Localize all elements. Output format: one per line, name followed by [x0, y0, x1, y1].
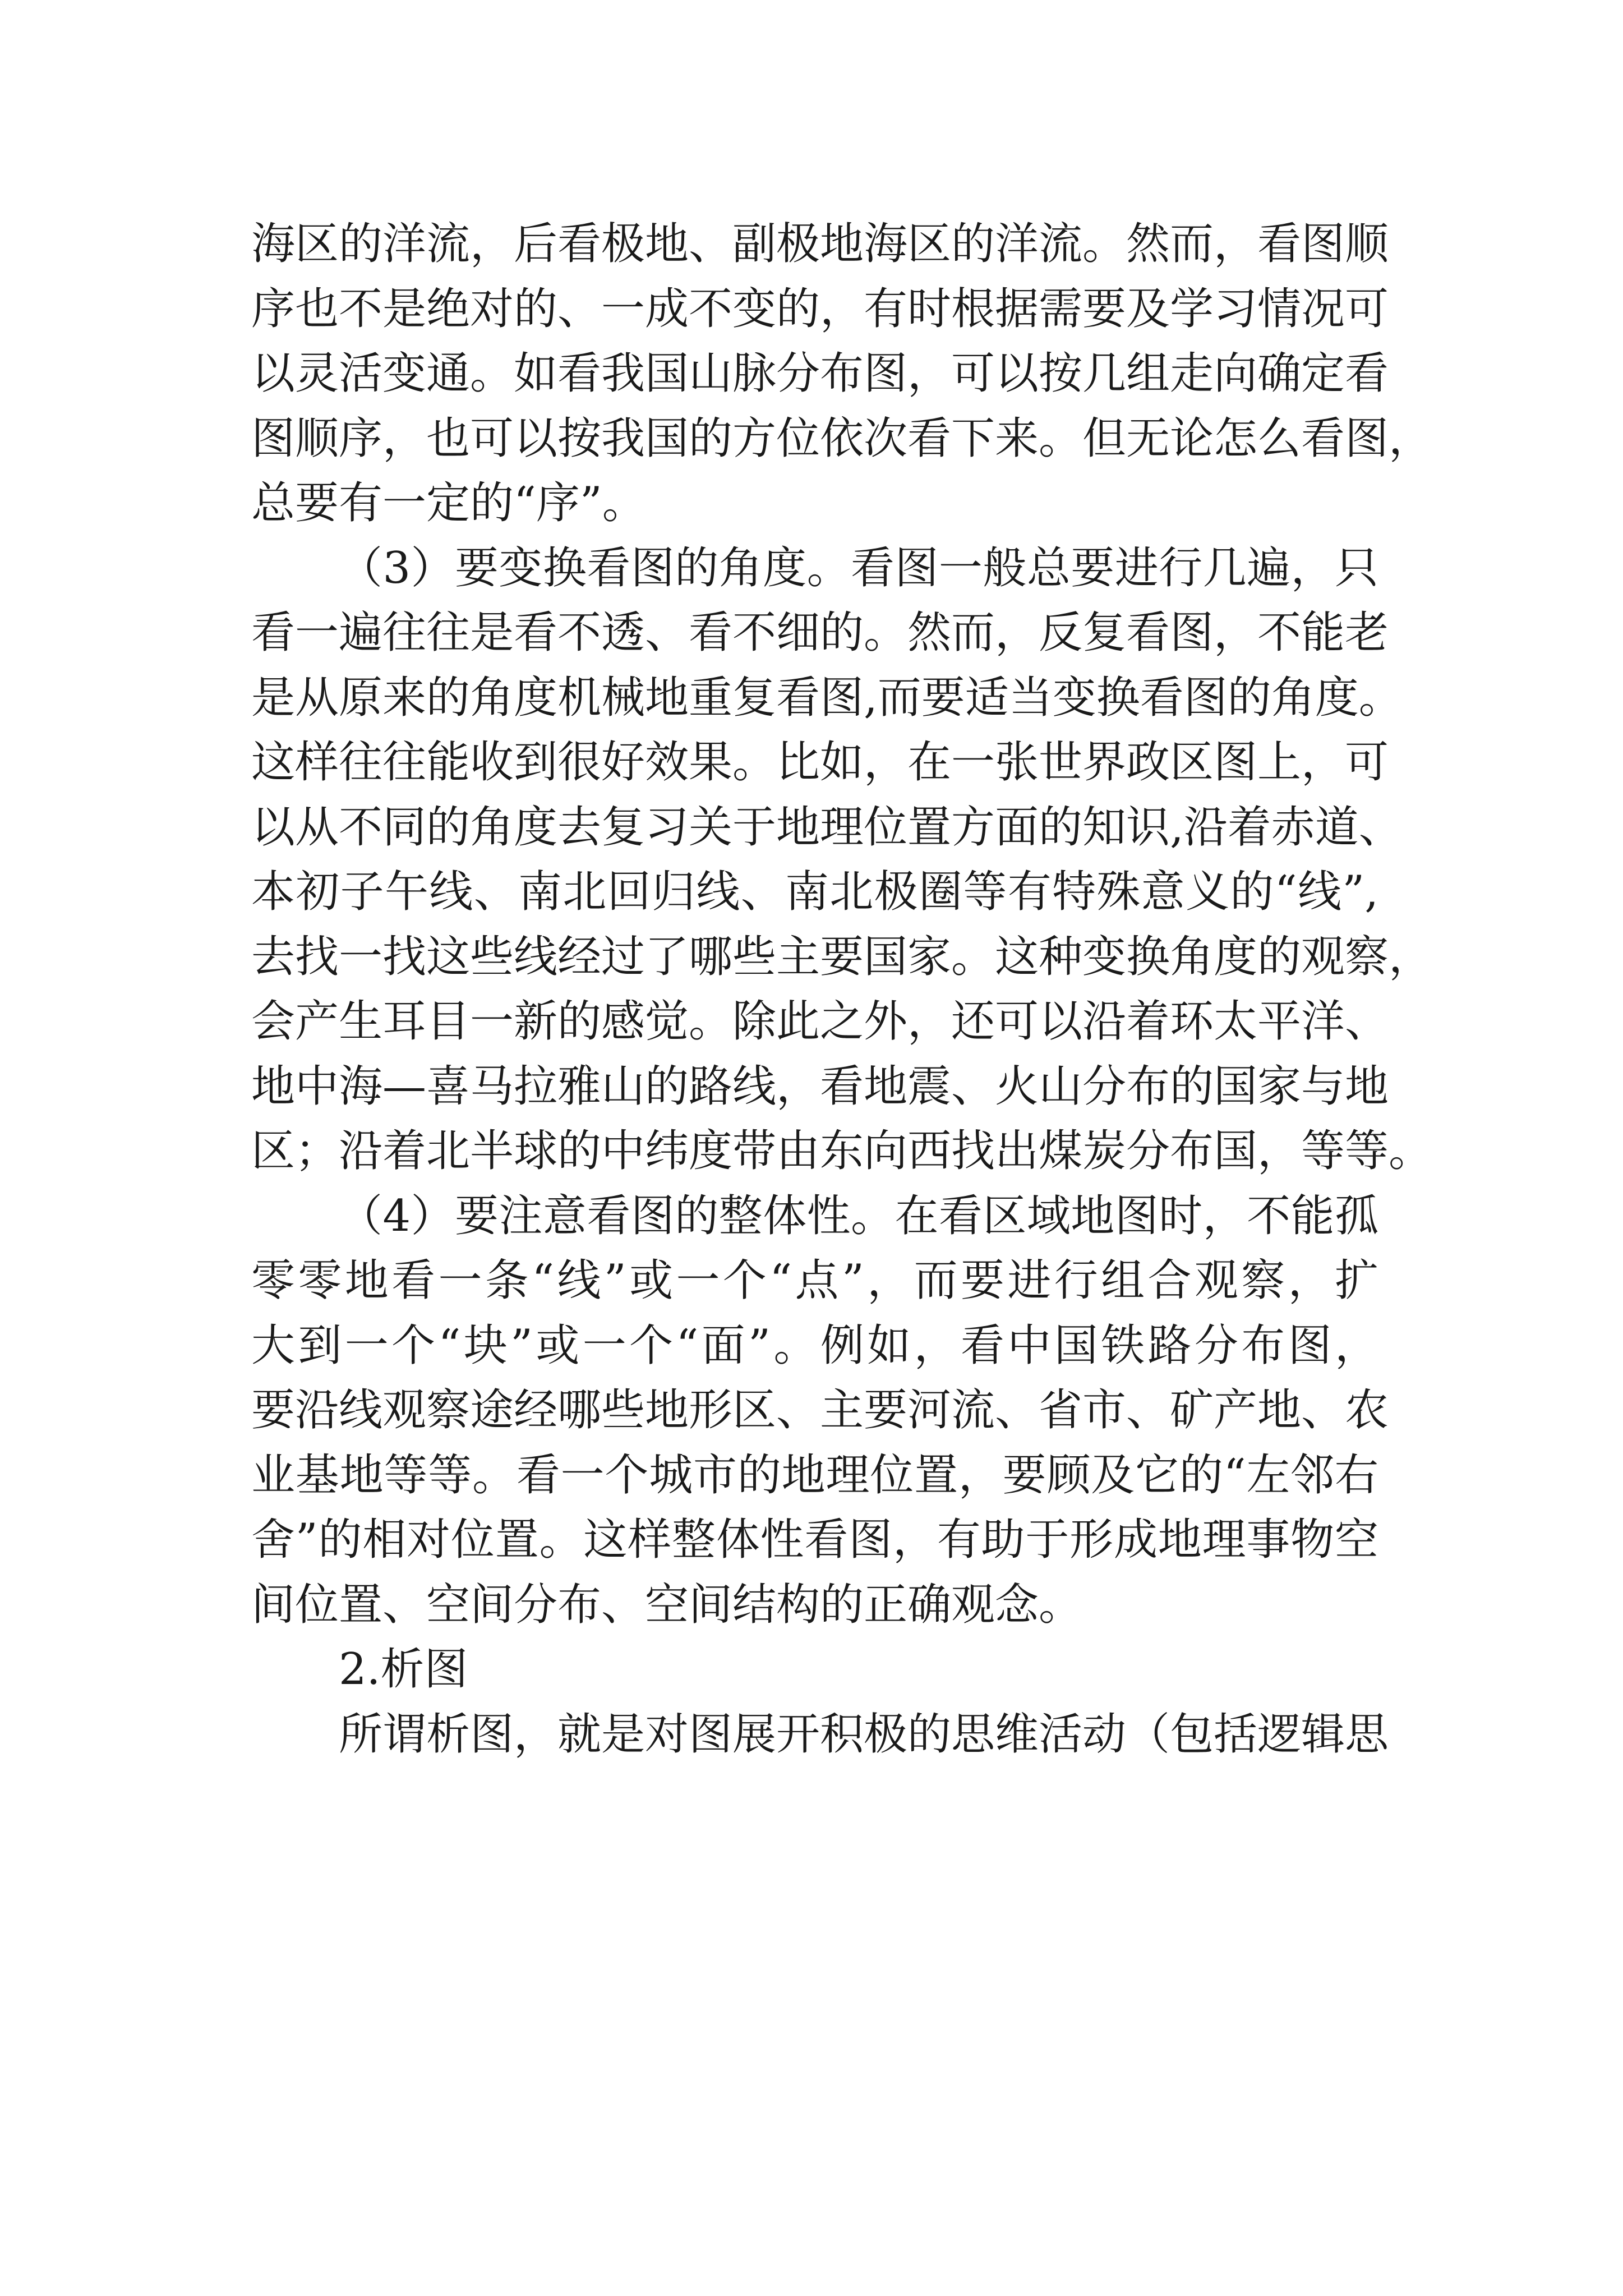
text-line: 以从不同的角度去复习关于地理位置方面的知识,沿着赤道、: [251, 802, 1403, 853]
text-line: 以灵活变通。如看我国山脉分布图，可以按几组走向确定看: [251, 348, 1389, 399]
text-line: 零零地看一条“线”或一个“点”，而要进行组合观察，扩: [251, 1255, 1378, 1306]
paragraph-first-line: （3）要变换看图的角度。看图一般总要进行几遍，只: [339, 542, 1378, 593]
text-line: 区；沿着北半球的中纬度带由东向西找出煤炭分布国，等等。: [251, 1126, 1433, 1176]
text-line: 间位置、空间分布、空间结构的正确观念。: [251, 1579, 1083, 1630]
text-line: 舍”的相对位置。这样整体性看图，有助于形成地理事物空: [251, 1515, 1378, 1565]
text-line: 要沿线观察途经哪些地形区、主要河流、省市、矿产地、农: [251, 1385, 1389, 1435]
text-line: 本初子午线、南北回归线、南北极圈等有特殊意义的“线”,: [251, 867, 1378, 917]
text-line: 大到一个“块”或一个“面”。例如，看中国铁路分布图，: [251, 1320, 1378, 1371]
text-line: 是从原来的角度机械地重复看图,而要适当变换看图的角度。: [251, 672, 1403, 723]
paragraph-first-line: 所谓析图，就是对图展开积极的思维活动（包括逻辑思: [339, 1709, 1389, 1760]
text-line: 序也不是绝对的、一成不变的，有时根据需要及学习情况可: [251, 283, 1389, 334]
document-body: [251, 212, 1433, 1767]
text-line: 海区的洋流，后看极地、副极地海区的洋流。然而，看图顺: [251, 219, 1389, 269]
text-line: 会产生耳目一新的感觉。除此之外，还可以沿着环太平洋、: [251, 996, 1389, 1047]
section-heading: 2.析图: [339, 1644, 468, 1695]
paragraph-first-line: （4）要注意看图的整体性。在看区域地图时，不能孤: [339, 1190, 1378, 1241]
text-line: 看一遍往往是看不透、看不细的。然而，反复看图，不能老: [251, 608, 1389, 658]
text-line: 这样往往能收到很好效果。比如，在一张世界政区图上，可: [251, 737, 1389, 788]
text-line: 总要有一定的“序”。: [251, 478, 646, 528]
text-line: 业基地等等。看一个城市的地理位置，要顾及它的“左邻右: [251, 1450, 1378, 1501]
text-line: 去找一找这些线经过了哪些主要国家。这种变换角度的观察，: [251, 931, 1433, 982]
text-line: 地中海—喜马拉雅山的路线，看地震、火山分布的国家与地: [251, 1061, 1389, 1112]
text-line: 图顺序，也可以按我国的方位依次看下来。但无论怎么看图，: [251, 413, 1433, 464]
